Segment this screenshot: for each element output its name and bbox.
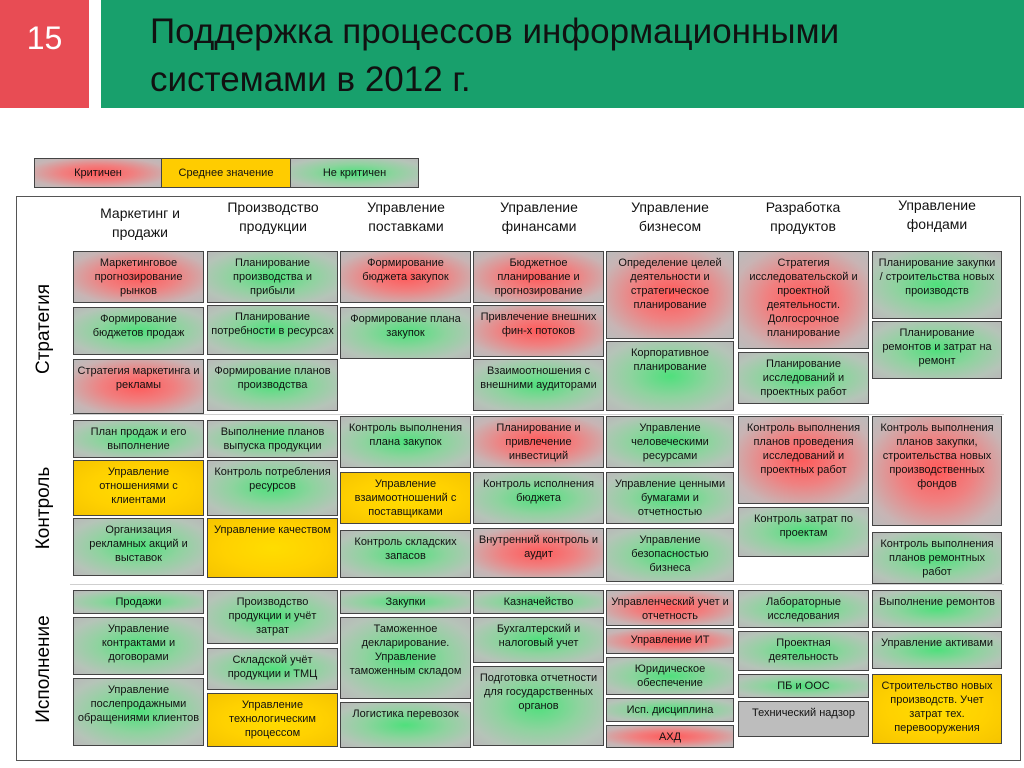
legend-noncritical: Не критичен (290, 158, 419, 188)
process-box: Контроль выполнения планов закупки, строительства новых производственных фондов (872, 416, 1002, 526)
process-box: Определение целей деятельности и стратегическое планирование (606, 251, 734, 339)
process-box: Подготовка отчетности для государственных органов (473, 666, 604, 746)
process-box: Продажи (73, 590, 204, 614)
process-box: Планирование закупки / строительства новых производств (872, 251, 1002, 319)
process-box: Таможенное декларирование. Управление таможенным складом (340, 617, 471, 699)
column-header-products: Разработка продуктов (765, 199, 841, 234)
row-label-strategy: Стратегия (33, 283, 54, 375)
process-box: АХД (606, 725, 734, 748)
process-box: Логистика перевозок (340, 702, 471, 748)
legend-critical: Критичен (34, 158, 162, 188)
process-box: Проектная деятельность (738, 631, 869, 671)
process-box: Контроль складских запасов (340, 530, 471, 578)
process-box: Взаимоотношения с внешними аудиторами (473, 359, 604, 411)
column-header-production: Производство продукции (227, 199, 319, 234)
slide-header (0, 0, 1024, 108)
process-box: Управленческий учет и отчетность (606, 590, 734, 626)
process-box: Управление человеческими ресурсами (606, 416, 734, 468)
legend-medium: Среднее значение (161, 158, 291, 188)
column-header-business: Управление бизнесом (631, 199, 709, 234)
process-box: ПБ и ООС (738, 674, 869, 698)
process-box: Выполнение ремонтов (872, 590, 1002, 628)
process-box: Технический надзор (738, 701, 869, 737)
process-box: Лабораторные исследования (738, 590, 869, 628)
process-box: Планирование и привлечение инвестиций (473, 416, 604, 468)
process-box: Планирование потребности в ресурсах (207, 305, 338, 355)
process-box: Казначейство (473, 590, 604, 614)
process-box: Управление послепродажными обращениями клиентов (73, 678, 204, 746)
process-box: Управление отношениями с клиентами (73, 460, 204, 516)
process-box: Стратегия маркетинга и рекламы (73, 359, 204, 414)
process-box: Привлечение внешних фин-х потоков (473, 305, 604, 357)
process-box: Маркетинговое прогнозирование рынков (73, 251, 204, 303)
process-box: Управление технологическим процессом (207, 693, 338, 747)
process-box: Управление активами (872, 631, 1002, 669)
process-box: Управление ИТ (606, 628, 734, 654)
process-box: Закупки (340, 590, 471, 614)
process-box: Планирование исследований и проектных работ (738, 352, 869, 404)
process-box: Организация рекламных акций и выставок (73, 518, 204, 576)
process-box: Стратегия исследовательской и проектной деятельности. Долгосрочное планирование (738, 251, 869, 349)
slide-number: 15 (0, 0, 89, 108)
process-box: Контроль выполнения планов проведения исследований и проектных работ (738, 416, 869, 504)
process-box: Производство продукции и учёт затрат (207, 590, 338, 644)
process-box: Контроль выполнения плана закупок (340, 416, 471, 468)
process-box: Управление ценными бумагами и отчетностью (606, 472, 734, 524)
column-header-assets: Управление фондами (898, 197, 976, 232)
process-box: Контроль потребления ресурсов (207, 460, 338, 516)
row-label-control: Контроль (33, 466, 54, 550)
slide-title: Поддержка процессов информационными системами в 2012 г. (150, 12, 840, 99)
process-box: Контроль затрат по проектам (738, 507, 869, 557)
process-box: Формирование планов производства (207, 359, 338, 411)
process-box: Управление контрактами и договорами (73, 617, 204, 675)
column-header-marketing: Маркетинг и продажи (100, 205, 180, 240)
process-box: Контроль исполнения бюджета (473, 472, 604, 524)
process-box: Формирование бюджета закупок (340, 251, 471, 303)
process-box: Управление безопасностью бизнеса (606, 528, 734, 582)
process-box: Управление взаимоотношений с поставщиками (340, 472, 471, 524)
row-separator (70, 414, 1004, 415)
column-header-supply: Управление поставками (367, 199, 445, 234)
process-box: Планирование ремонтов и затрат на ремонт (872, 321, 1002, 379)
process-box: Бюджетное планирование и прогнозирование (473, 251, 604, 303)
row-label-execution: Исполнение (33, 615, 54, 723)
process-box: Исп. дисциплина (606, 698, 734, 722)
process-box: Внутренний контроль и аудит (473, 528, 604, 578)
process-box: Юридическое обеспечение (606, 657, 734, 695)
process-box: План продаж и его выполнение (73, 420, 204, 458)
process-box: Выполнение планов выпуска продукции (207, 420, 338, 458)
column-header-finance: Управление финансами (500, 199, 578, 234)
process-box: Корпоративное планирование (606, 341, 734, 411)
row-separator (70, 584, 1004, 585)
process-box: Контроль выполнения планов ремонтных работ (872, 532, 1002, 584)
process-box: Строительство новых производств. Учет затрат тех. перевооружения (872, 674, 1002, 744)
process-box: Управление качеством (207, 518, 338, 578)
process-box: Формирование бюджетов продаж (73, 307, 204, 355)
process-box: Складской учёт продукции и ТМЦ (207, 648, 338, 690)
process-box: Бухгалтерский и налоговый учет (473, 617, 604, 663)
process-box: Планирование производства и прибыли (207, 251, 338, 303)
process-box: Формирование плана закупок (340, 307, 471, 359)
